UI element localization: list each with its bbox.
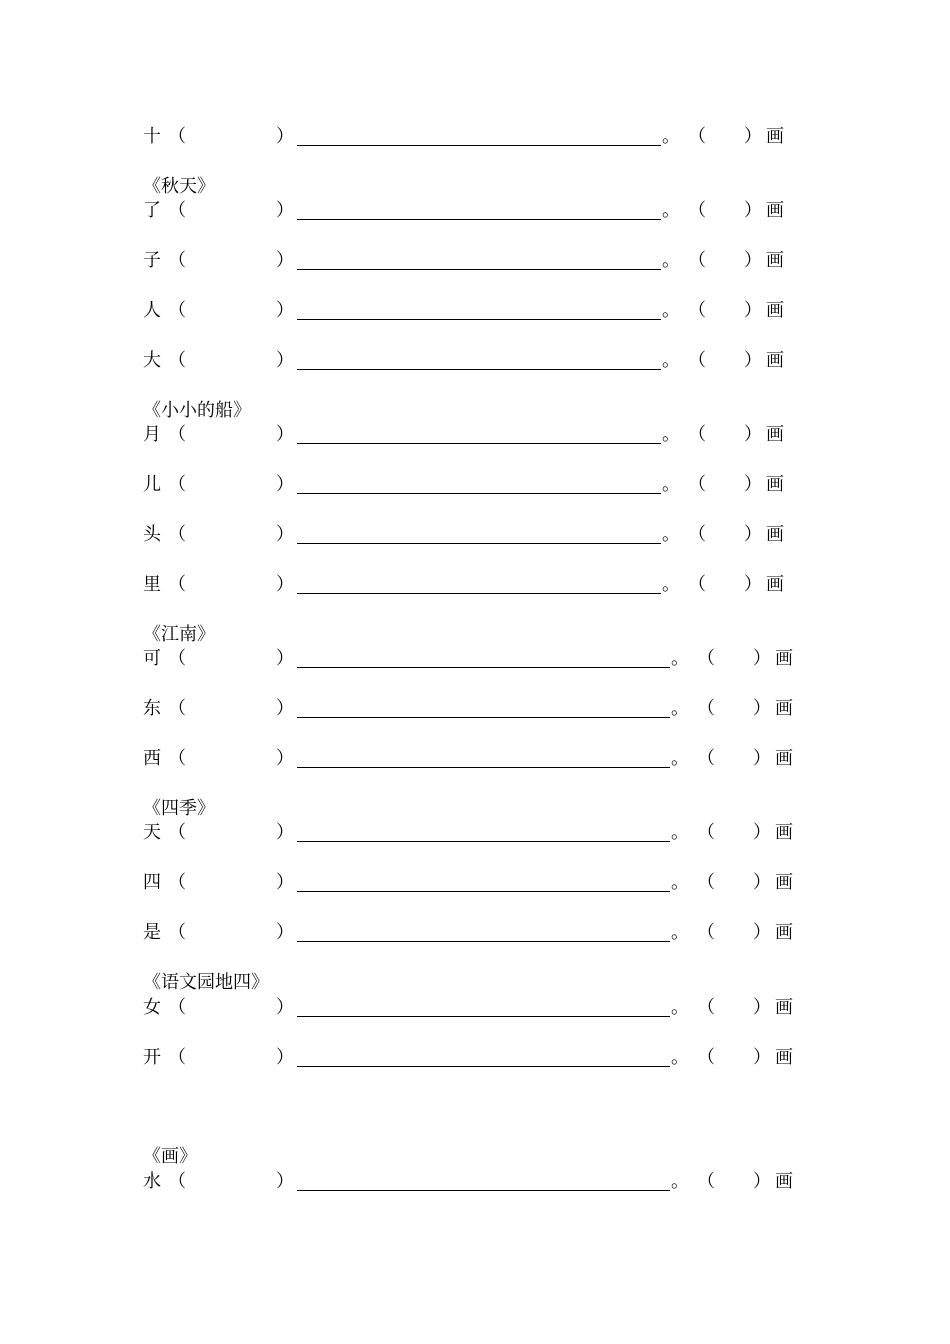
target-character: 东: [143, 698, 161, 719]
target-character: 天: [143, 822, 161, 843]
pinyin-close-paren: ）: [276, 1047, 294, 1068]
pinyin-open-paren: （: [168, 300, 186, 321]
pinyin-close-paren: ）: [276, 698, 294, 719]
stroke-unit-label: 画: [766, 474, 784, 495]
stroke-unit-label: 画: [766, 424, 784, 445]
exercise-row: [0, 425, 950, 447]
answer-blank-line[interactable]: [297, 717, 670, 718]
stroke-count-close-paren: ）: [753, 872, 771, 893]
sentence-period: 。: [671, 822, 689, 843]
stroke-unit-label: 画: [775, 822, 793, 843]
sentence-period: 。: [662, 350, 680, 371]
exercise-row: [0, 823, 950, 845]
pinyin-close-paren: ）: [276, 126, 294, 147]
exercise-row: [0, 475, 950, 497]
target-character: 女: [143, 997, 161, 1018]
stroke-count-open-paren: （: [697, 748, 715, 769]
stroke-count-open-paren: （: [697, 822, 715, 843]
stroke-unit-label: 画: [766, 350, 784, 371]
stroke-count-open-paren: （: [697, 872, 715, 893]
stroke-unit-label: 画: [775, 748, 793, 769]
sentence-period: 。: [671, 872, 689, 893]
stroke-unit-label: 画: [775, 698, 793, 719]
pinyin-open-paren: （: [168, 1047, 186, 1068]
exercise-row: [0, 1048, 950, 1070]
answer-blank-line[interactable]: [297, 369, 661, 370]
target-character: 水: [143, 1171, 161, 1192]
stroke-unit-label: 画: [766, 300, 784, 321]
stroke-count-close-paren: ）: [744, 474, 762, 495]
answer-blank-line[interactable]: [297, 667, 670, 668]
stroke-count-open-paren: （: [697, 997, 715, 1018]
sentence-period: 。: [671, 748, 689, 769]
pinyin-open-paren: （: [168, 126, 186, 147]
sentence-period: 。: [671, 648, 689, 669]
target-character: 儿: [143, 474, 161, 495]
exercise-row: [0, 1172, 950, 1194]
stroke-count-close-paren: ）: [744, 250, 762, 271]
exercise-row: [0, 699, 950, 721]
target-character: 子: [143, 250, 161, 271]
pinyin-close-paren: ）: [276, 922, 294, 943]
sentence-period: 。: [671, 922, 689, 943]
section-title: 《四季》: [143, 798, 215, 819]
stroke-count-open-paren: （: [688, 474, 706, 495]
section-title: 《语文园地四》: [143, 972, 269, 993]
pinyin-close-paren: ）: [276, 200, 294, 221]
section-title: 《秋天》: [143, 176, 215, 197]
stroke-unit-label: 画: [775, 1171, 793, 1192]
pinyin-open-paren: （: [168, 822, 186, 843]
section-title: 《江南》: [143, 624, 215, 645]
answer-blank-line[interactable]: [297, 219, 661, 220]
pinyin-open-paren: （: [168, 524, 186, 545]
stroke-count-close-paren: ）: [753, 1047, 771, 1068]
sentence-period: 。: [662, 424, 680, 445]
stroke-unit-label: 画: [766, 524, 784, 545]
answer-blank-line[interactable]: [297, 891, 670, 892]
sentence-period: 。: [662, 524, 680, 545]
pinyin-close-paren: ）: [276, 872, 294, 893]
sentence-period: 。: [671, 1047, 689, 1068]
stroke-count-open-paren: （: [697, 648, 715, 669]
stroke-count-close-paren: ）: [744, 300, 762, 321]
exercise-row: [0, 201, 950, 223]
answer-blank-line[interactable]: [297, 543, 661, 544]
exercise-row: [0, 873, 950, 895]
sentence-period: 。: [662, 474, 680, 495]
stroke-unit-label: 画: [775, 922, 793, 943]
stroke-count-open-paren: （: [688, 250, 706, 271]
stroke-unit-label: 画: [766, 574, 784, 595]
pinyin-close-paren: ）: [276, 300, 294, 321]
exercise-row: [0, 575, 950, 597]
exercise-row: [0, 749, 950, 771]
exercise-row: [0, 351, 950, 373]
answer-blank-line[interactable]: [297, 841, 670, 842]
exercise-row: [0, 998, 950, 1020]
answer-blank-line[interactable]: [297, 269, 661, 270]
pinyin-close-paren: ）: [276, 1171, 294, 1192]
answer-blank-line[interactable]: [297, 1066, 670, 1067]
stroke-count-open-paren: （: [688, 424, 706, 445]
stroke-count-open-paren: （: [697, 1171, 715, 1192]
sentence-period: 。: [662, 574, 680, 595]
stroke-unit-label: 画: [766, 200, 784, 221]
section-title: 《小小的船》: [143, 400, 251, 421]
pinyin-close-paren: ）: [276, 748, 294, 769]
stroke-count-open-paren: （: [688, 126, 706, 147]
target-character: 十: [143, 126, 161, 147]
answer-blank-line[interactable]: [297, 319, 661, 320]
target-character: 人: [143, 300, 161, 321]
stroke-count-open-paren: （: [697, 698, 715, 719]
target-character: 头: [143, 524, 161, 545]
stroke-count-open-paren: （: [688, 300, 706, 321]
stroke-count-close-paren: ）: [753, 922, 771, 943]
target-character: 开: [143, 1047, 161, 1068]
pinyin-close-paren: ）: [276, 822, 294, 843]
pinyin-open-paren: （: [168, 997, 186, 1018]
stroke-count-close-paren: ）: [744, 424, 762, 445]
target-character: 是: [143, 922, 161, 943]
sentence-period: 。: [662, 250, 680, 271]
exercise-row: [0, 525, 950, 547]
pinyin-open-paren: （: [168, 424, 186, 445]
pinyin-open-paren: （: [168, 698, 186, 719]
target-character: 西: [143, 748, 161, 769]
stroke-unit-label: 画: [766, 250, 784, 271]
stroke-count-close-paren: ）: [753, 1171, 771, 1192]
exercise-row: [0, 251, 950, 273]
stroke-count-open-paren: （: [697, 922, 715, 943]
pinyin-open-paren: （: [168, 648, 186, 669]
pinyin-close-paren: ）: [276, 648, 294, 669]
sentence-period: 。: [671, 997, 689, 1018]
answer-blank-line[interactable]: [297, 145, 661, 146]
stroke-unit-label: 画: [775, 872, 793, 893]
pinyin-open-paren: （: [168, 350, 186, 371]
pinyin-open-paren: （: [168, 574, 186, 595]
pinyin-open-paren: （: [168, 1171, 186, 1192]
pinyin-open-paren: （: [168, 872, 186, 893]
section-title: 《画》: [143, 1146, 197, 1167]
stroke-count-close-paren: ）: [753, 648, 771, 669]
pinyin-close-paren: ）: [276, 350, 294, 371]
stroke-unit-label: 画: [766, 126, 784, 147]
stroke-count-close-paren: ）: [753, 997, 771, 1018]
sentence-period: 。: [662, 200, 680, 221]
exercise-row: [0, 301, 950, 323]
stroke-count-close-paren: ）: [753, 748, 771, 769]
pinyin-open-paren: （: [168, 250, 186, 271]
pinyin-close-paren: ）: [276, 424, 294, 445]
target-character: 了: [143, 200, 161, 221]
answer-blank-line[interactable]: [297, 1016, 670, 1017]
sentence-period: 。: [671, 698, 689, 719]
pinyin-close-paren: ）: [276, 474, 294, 495]
stroke-unit-label: 画: [775, 648, 793, 669]
stroke-count-close-paren: ）: [753, 822, 771, 843]
answer-blank-line[interactable]: [297, 941, 670, 942]
answer-blank-line[interactable]: [297, 443, 661, 444]
stroke-count-close-paren: ）: [744, 524, 762, 545]
stroke-count-close-paren: ）: [744, 200, 762, 221]
exercise-row: [0, 923, 950, 945]
pinyin-close-paren: ）: [276, 524, 294, 545]
pinyin-close-paren: ）: [276, 997, 294, 1018]
stroke-count-close-paren: ）: [744, 574, 762, 595]
target-character: 可: [143, 648, 161, 669]
sentence-period: 。: [662, 126, 680, 147]
stroke-count-open-paren: （: [688, 200, 706, 221]
pinyin-open-paren: （: [168, 748, 186, 769]
stroke-unit-label: 画: [775, 997, 793, 1018]
pinyin-close-paren: ）: [276, 574, 294, 595]
answer-blank-line[interactable]: [297, 593, 661, 594]
target-character: 月: [143, 424, 161, 445]
stroke-count-open-paren: （: [688, 574, 706, 595]
stroke-count-close-paren: ）: [744, 350, 762, 371]
answer-blank-line[interactable]: [297, 1190, 670, 1191]
target-character: 里: [143, 574, 161, 595]
exercise-row: [0, 649, 950, 671]
stroke-count-close-paren: ）: [744, 126, 762, 147]
target-character: 大: [143, 350, 161, 371]
stroke-unit-label: 画: [775, 1047, 793, 1068]
target-character: 四: [143, 872, 161, 893]
pinyin-open-paren: （: [168, 200, 186, 221]
sentence-period: 。: [671, 1171, 689, 1192]
exercise-row: [0, 127, 950, 149]
stroke-count-open-paren: （: [688, 524, 706, 545]
stroke-count-close-paren: ）: [753, 698, 771, 719]
sentence-period: 。: [662, 300, 680, 321]
stroke-count-open-paren: （: [688, 350, 706, 371]
pinyin-open-paren: （: [168, 474, 186, 495]
answer-blank-line[interactable]: [297, 767, 670, 768]
pinyin-close-paren: ）: [276, 250, 294, 271]
pinyin-open-paren: （: [168, 922, 186, 943]
answer-blank-line[interactable]: [297, 493, 661, 494]
stroke-count-open-paren: （: [697, 1047, 715, 1068]
